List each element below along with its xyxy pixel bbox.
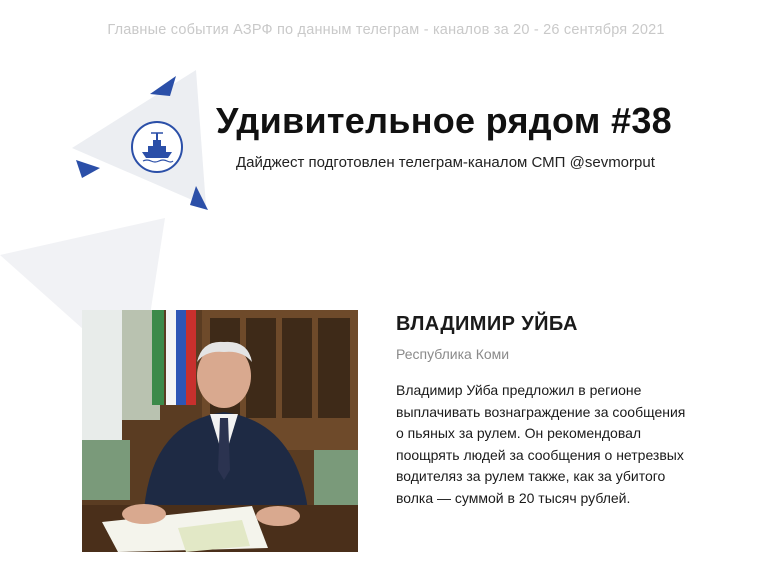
logo bbox=[131, 121, 183, 173]
article-text-line: о пьяных за рулем. Он рекомендовал bbox=[396, 425, 642, 441]
article-text-line: волка — суммой в 20 тысяч рублей. bbox=[396, 489, 631, 506]
article-text bbox=[396, 380, 716, 509]
person-photo bbox=[82, 310, 358, 552]
article-text-line: поощрять людей за сообщения о нетрезвых bbox=[396, 446, 684, 463]
deco-triangle-blue-left bbox=[76, 160, 100, 178]
article-text-line: выплачивать вознаграждение за сообщения bbox=[396, 403, 686, 420]
page-subtitle: Дайджест подготовлен телеграм-каналом СМП @sevmorput bbox=[236, 154, 655, 171]
article-text-line: Владимир Уйба предложил в регионе bbox=[396, 382, 642, 398]
person-region: Республика Коми bbox=[396, 346, 510, 362]
header-caption: Главные события АЗРФ по данным телеграм - каналов за 20 - 26 сентября 2021 bbox=[107, 22, 665, 38]
page-title: Удивительное рядом #38 bbox=[216, 100, 672, 141]
person-name: ВЛАДИМИР УЙБА bbox=[396, 313, 578, 335]
icebreaker-ship-icon bbox=[133, 123, 181, 171]
article-text-line: водителяз за рулем также, как за убитого bbox=[396, 468, 666, 484]
